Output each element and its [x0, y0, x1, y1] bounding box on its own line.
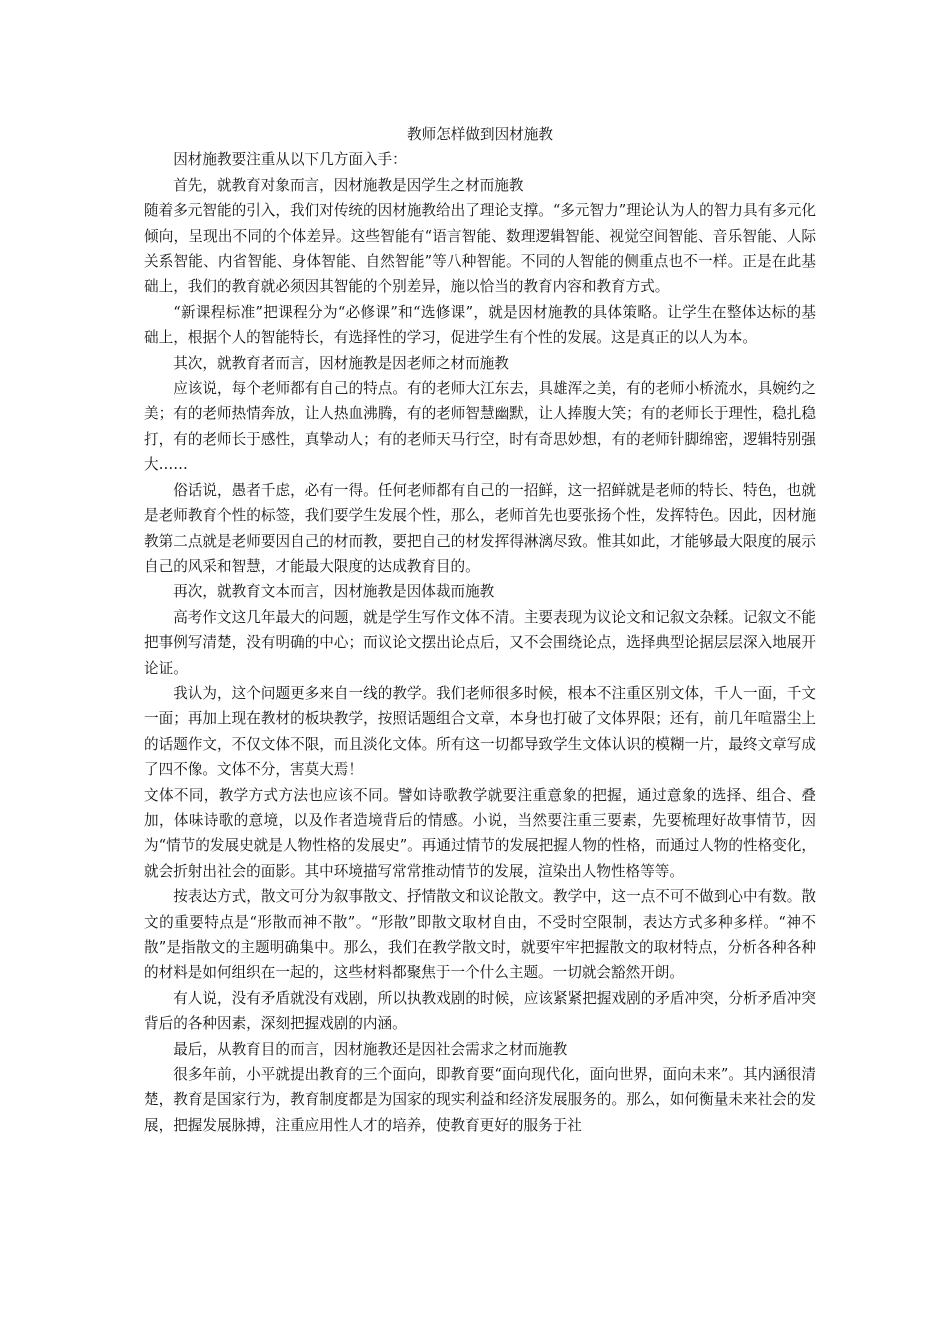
paragraph: 很多年前，小平就提出教育的三个面向，即教育要“面向现代化，面向世界，面向未来”。其内涵很清楚，教育是国家行为，教育制度都是为国家的现实利益和经济发展服务的。那么，如何衡量未来社会的发展，把握发展脉搏，注重应用性人才的培养，使教育更好的服务于社: [144, 1066, 816, 1134]
document-title: 教师怎样做到因材施教: [407, 126, 553, 143]
document-body: [144, 122, 816, 1138]
paragraph: 随着多元智能的引入，我们对传统的因材施教给出了理论支撑。“多元智力”理论认为人的智力具有多元化倾向，呈现出不同的个体差异。这些智能有“语言智能、数理逻辑智能、视觉空间智能、音乐智能、人际关系智能、内省智能、身体智能、自然智能”等八种智能。不同的人智能的侧重点也不一样。正是在此基础上，我们的教育就必须因其智能的个别差异，施以恰当的教育内容和教育方式。: [144, 202, 816, 296]
paragraph: 首先，就教育对象而言，因材施教是因学生之材而施教: [173, 176, 524, 194]
paragraph: 我认为，这个问题更多来自一线的教学。我们老师很多时候，根本不注重区别文体，千人一面，千文一面；再加上现在教材的板块教学，按照话题组合文章，本身也打破了文体界限；还有，前几年喧嚣尘上的话题作文，不仅文体不限，而且淡化文体。所有这一切都导致学生文体认识的模糊一片，最终文章写成了四不像。文体不分，害莫大焉！: [144, 684, 816, 779]
paragraph: 文体不同，教学方式方法也应该不同。譬如诗歌教学就要注重意象的把握，通过意象的选择、组合、叠加，体味诗歌的意境，以及作者造境背后的情感。小说，当然要注重三要素，先要梳理好故事情节，因为“情节的发展史就是人物性格的发展史”。再通过情节的发展把握人物的性格，而通过人物的性格变化，就会折射出社会的面影。其中环境描写常常推动情节的发展，渲染出人物性格等等。: [144, 786, 816, 880]
paragraph: 高考作文这几年最大的问题，就是学生写作文体不清。主要表现为议论文和记叙文杂糅。记叙文不能把事例写清楚，没有明确的中心；而议论文摆出论点后，又不会围绕论点，选择典型论据层层深入地展开论证。: [144, 608, 816, 677]
paragraph: 俗话说，愚者千虑，必有一得。任何老师都有自己的一招鲜，这一招鲜就是老师的特长、特色，也就是老师教育个性的标签，我们要学生发展个性，那么，老师首先也要张扬个性，发挥特色。因此，因材施教第二点就是老师要因自己的材而教，要把自己的材发挥得淋漓尽致。惟其如此，才能够最大限度的展示自己的风采和智慧，才能最大限度的达成教育目的。: [144, 481, 816, 575]
paragraph: 最后，从教育目的而言，因材施教还是因社会需求之材而施教: [173, 1040, 568, 1058]
paragraph: 其次，就教育者而言，因材施教是因老师之材而施教: [173, 354, 509, 372]
paragraph: 有人说，没有矛盾就没有戏剧，所以执教戏剧的时候，应该紧紧把握戏剧的矛盾冲突，分析矛盾冲突背后的各种因素，深刻把握戏剧的内涵。: [144, 989, 816, 1033]
paragraph-list: [144, 147, 816, 1138]
paragraph: 再次，就教育文本而言，因材施教是因体裁而施教: [173, 583, 495, 601]
paragraph: 因材施教要注重从以下几方面入手：: [173, 151, 407, 169]
paragraph: “新课程标准”把课程分为“必修课”和“选修课”，就是因材施教的具体策略。让学生在整体达标的基础上，根据个人的智能特长，有选择性的学习，促进学生有个性的发展。这是真正的以人为本。: [144, 303, 816, 347]
paragraph: 按表达方式，散文可分为叙事散文、抒情散文和议论散文。教学中，这一点不可不做到心中有数。散文的重要特点是“形散而神不散”。“形散”即散文取材自由，不受时空限制，表达方式多种多样。“神不散”是指散文的主题明确集中。那么，我们在教学散文时，就要牢牢把握散文的取材特点，分析各种各种的材料是如何组织在一起的，这些材料都聚焦于一个什么主题。一切就会豁然开朗。: [144, 888, 816, 982]
paragraph: 应该说，每个老师都有自己的特点。有的老师大江东去，具雄浑之美，有的老师小桥流水，具婉约之美；有的老师热情奔放，让人热血沸腾，有的老师智慧幽默，让人捧腹大笑；有的老师长于理性，稳扎稳打，有的老师长于感性，真挚动人；有的老师天马行空，时有奇思妙想，有的老师针脚绵密，逻辑特别强大……: [144, 380, 816, 474]
